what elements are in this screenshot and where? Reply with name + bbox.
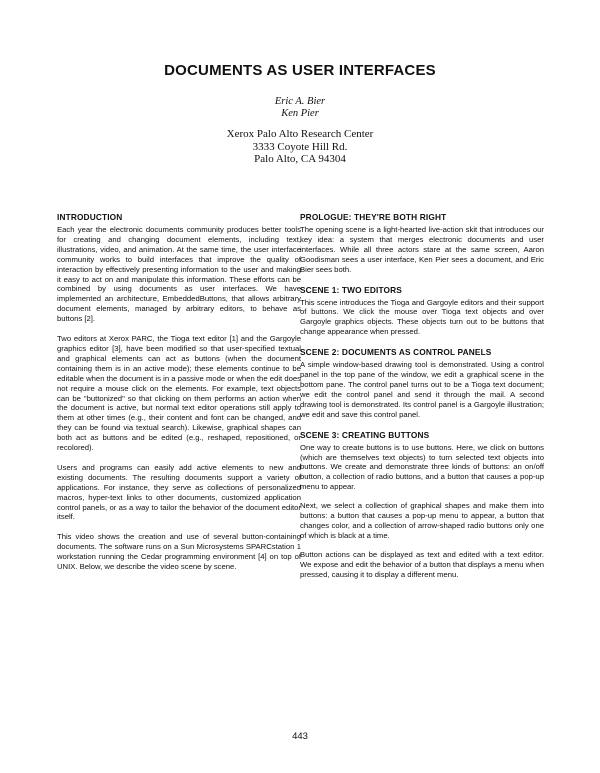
paragraph: This scene introduces the Tioga and Gargoyle editors and their support of buttons. We click the mouse over Tioga text objects and over Gargoyle graphics objects. These objects turn out to be buttons that change appearance when pressed. bbox=[300, 297, 544, 337]
section-heading-scene-1: SCENE 1: TWO EDITORS bbox=[300, 284, 402, 295]
section-heading-prologue: PROLOGUE: THEY'RE BOTH RIGHT bbox=[300, 212, 447, 222]
section-heading-introduction: INTRODUCTION bbox=[57, 212, 123, 222]
right-column bbox=[300, 212, 544, 588]
paragraph: Next, we select a collection of graphical shapes and make them into buttons: a button that causes a pop-up menu to appear, a button that changes color, and a collection of arrow-shaped radio buttons only one of which is black at a time. bbox=[300, 501, 544, 540]
author-name: Eric A. Bier bbox=[274, 96, 326, 107]
paragraph: One way to create buttons is to use buttons. Here, we click on buttons (which are themselves text objects) to turn selected text objects into buttons. We create and demonstrate three kinds of buttons: an on/off button, a collection of radio buttons, and a button that causes a pop-up menu to appear. bbox=[300, 442, 544, 492]
section-heading-scene-3: SCENE 3: CREATING BUTTONS bbox=[300, 429, 430, 440]
affiliation-line: Xerox Palo Alto Research Center bbox=[226, 128, 374, 140]
paragraph: Button actions can be displayed as text and edited with a text editor. We expose and edit the behavior of a button that displays a menu when pressed, causing it to display a different menu. bbox=[300, 549, 544, 579]
paragraph: Two editors at Xerox PARC, the Tioga text editor [1] and the Gargoyle graphics editor [3], have been modified so that user-specified textual and graphical elements can act as buttons (when the document containing them is in an active mode); these elements continue to be editable when the document is in a passive mode or when the edit does not require a mouse click on the elements. For example, text objects can be "buttonized" so that clicking on them performs an action when the document is active, but normal text editor operations still apply to them at other times (e.g., their content and font can be changed, and they can be found via textual search). Likewise, graphical shapes can both act as buttons and be edited (e.g., reshaped, repositioned, or recolored). bbox=[57, 334, 301, 453]
paragraph: This video shows the creation and use of several button-containing documents. The software runs on a Sun Microsystems SPARCstation 1 workstation running the Cedar programming environment [4] on top of UNIX. Below, we describe the video scene by scene. bbox=[57, 532, 301, 572]
left-column bbox=[57, 212, 301, 582]
page-number: 443 bbox=[292, 731, 308, 742]
paragraph: Users and programs can easily add active elements to new and existing documents. The resulting documents support a variety of applications. For instance, they serve as collections of personalized macros, hyper-text links to other documents, customized application control panels, or as a way to tailor the behavior of the document editor itself. bbox=[57, 462, 301, 522]
paragraph: A simple window-based drawing tool is demonstrated. Using a control panel in the top pane of the window, we edit a graphical scene in the bottom pane. The control panel turns out to be a Tioga text document; we edit the control panel and send it through the mail. A second drawing tool is demonstrated. Its control panel is a Gargoyle illustration; we edit and save this control panel. bbox=[300, 360, 544, 419]
affiliation-block bbox=[0, 128, 600, 166]
paragraph: Each year the electronic documents community produces better tools for creating and changing document elements, including text, illustrations, video, and animation. At the same time, the user interface community works to build interfaces that improve the quality of interaction by effectively presenting information to the user and making it easy to act on and manipulate this information. These efforts can be combined by using documents as user interfaces. We have implemented an architecture, EmbeddedButtons, that allows arbitrary document elements, managed by arbitrary editors, to behave as buttons [2]. bbox=[57, 225, 301, 324]
author-list bbox=[0, 96, 600, 120]
author-name: Ken Pier bbox=[281, 108, 319, 119]
affiliation-line: 3333 Coyote Hill Rd. bbox=[252, 140, 348, 153]
section-heading-scene-2: SCENE 2: DOCUMENTS AS CONTROL PANELS bbox=[300, 347, 492, 358]
paragraph: The opening scene is a light-hearted live-action skit that introduces our key idea: a system that merges electronic documents and user interfaces. While all three actors stare at the same screen, Aaron Goodisman sees a user interface, Ken Pier sees a document, and Eric Bier sees both. bbox=[300, 225, 544, 274]
affiliation-line: Palo Alto, CA 94304 bbox=[254, 153, 346, 165]
paper-title: DOCUMENTS AS USER INTERFACES bbox=[164, 62, 436, 79]
